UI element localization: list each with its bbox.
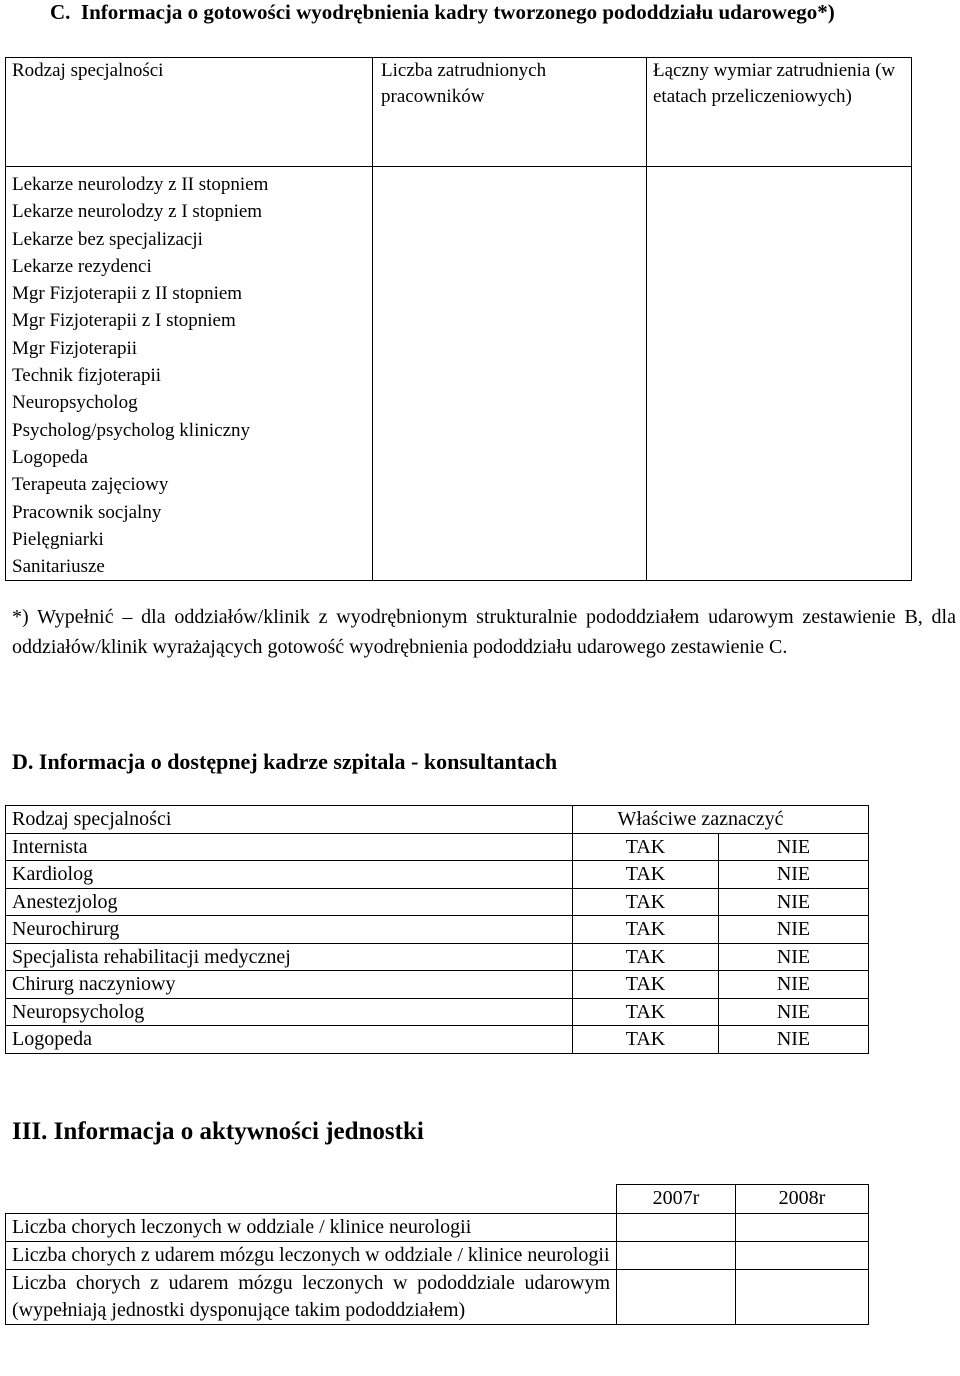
no-option[interactable]: NIE <box>719 833 869 861</box>
row-label: Specjalista rehabilitacji medycznej <box>6 943 573 971</box>
list-item: Technik fizjoterapii <box>12 365 162 387</box>
list-item: Mgr Fizjoterapii z II stopniem <box>12 283 243 305</box>
table-row <box>6 998 869 1026</box>
consultants-table <box>5 805 869 1054</box>
header-empty <box>6 1185 617 1214</box>
specialty-list <box>6 167 373 581</box>
table-row <box>6 833 869 861</box>
header-mark: Właściwe zaznaczyć <box>573 806 869 834</box>
table-row <box>6 1270 869 1325</box>
value-cell-2007[interactable] <box>617 1270 736 1325</box>
yes-option[interactable]: TAK <box>573 1026 719 1054</box>
value-cell-2008[interactable] <box>736 1242 869 1270</box>
row-label: Chirurg naczyniowy <box>6 971 573 999</box>
row-label: Logopeda <box>6 1026 573 1054</box>
employees-input-cell[interactable] <box>373 167 647 581</box>
list-item: Logopeda <box>12 446 88 468</box>
yes-option[interactable]: TAK <box>573 861 719 889</box>
table-row <box>6 1214 869 1242</box>
list-item: Lekarze bez specjalizacji <box>12 228 203 250</box>
section-iii-title: III. Informacja o aktywności jednostki <box>12 1118 424 1145</box>
header-year-2007: 2007r <box>617 1185 736 1214</box>
table-row <box>6 888 869 916</box>
list-item: Psycholog/psycholog kliniczny <box>12 419 251 441</box>
row-label: Neuropsycholog <box>6 998 573 1026</box>
row-label: Kardiolog <box>6 861 573 889</box>
row-label: Liczba chorych leczonych w oddziale / klinice neurologii <box>6 1214 617 1242</box>
yes-option[interactable]: TAK <box>573 998 719 1026</box>
no-option[interactable]: NIE <box>719 1026 869 1054</box>
table-row <box>6 916 869 944</box>
row-label: Liczba chorych z udarem mózgu leczonych w oddziale / klinice neurologii <box>6 1242 617 1270</box>
row-label: Neurochirurg <box>6 916 573 944</box>
staff-readiness-table <box>5 57 912 581</box>
activity-table <box>5 1184 869 1325</box>
fte-input-cell[interactable] <box>647 167 912 581</box>
section-c-title: C. Informacja o gotowości wyodrębnienia kadry tworzonego pododdziału udarowego*) <box>50 0 835 24</box>
list-item: Sanitariusze <box>12 556 105 578</box>
value-cell-2008[interactable] <box>736 1270 869 1325</box>
list-item: Lekarze neurolodzy z II stopniem <box>12 174 269 195</box>
footnote: *) Wypełnić – dla oddziałów/klinik z wyodrębnionym strukturalnie pododdziałem udarowym zestawienie B, dla oddziałów/klinik wyrażających gotowość wyodrębnienia pododdziału udarowego zestawienie C. <box>12 606 956 658</box>
no-option[interactable]: NIE <box>719 971 869 999</box>
section-d-title: D. Informacja o dostępnej kadrze szpitala - konsultantach <box>12 749 558 774</box>
value-cell-2007[interactable] <box>617 1214 736 1242</box>
table-row <box>6 861 869 889</box>
yes-option[interactable]: TAK <box>573 971 719 999</box>
table-header-row <box>6 806 869 834</box>
no-option[interactable]: NIE <box>719 888 869 916</box>
no-option[interactable]: NIE <box>719 943 869 971</box>
value-cell-2008[interactable] <box>736 1214 869 1242</box>
table-row <box>6 1242 869 1270</box>
table-header-row <box>6 58 912 167</box>
yes-option[interactable]: TAK <box>573 833 719 861</box>
table-header-row <box>6 1185 869 1214</box>
yes-option[interactable]: TAK <box>573 916 719 944</box>
value-cell-2007[interactable] <box>617 1242 736 1270</box>
table-row <box>6 971 869 999</box>
header-year-2008: 2008r <box>736 1185 869 1214</box>
yes-option[interactable]: TAK <box>573 943 719 971</box>
list-item: Lekarze neurolodzy z I stopniem <box>12 201 263 223</box>
header-specialty: Rodzaj specjalności <box>6 58 373 167</box>
list-item: Pielęgniarki <box>12 528 104 550</box>
list-item: Mgr Fizjoterapii <box>12 337 138 359</box>
row-label: Liczba chorych z udarem mózgu leczonych w pododdziale udarowym (wypełniają jednostki dysponujące takim pododdziałem) <box>6 1270 617 1325</box>
no-option[interactable]: NIE <box>719 861 869 889</box>
table-row <box>6 1026 869 1054</box>
row-label: Anestezjolog <box>6 888 573 916</box>
table-body-row <box>6 167 912 581</box>
list-item: Lekarze rezydenci <box>12 255 152 277</box>
header-fte: Łączny wymiar zatrudnienia (w etatach przeliczeniowych) <box>647 58 912 167</box>
no-option[interactable]: NIE <box>719 998 869 1026</box>
row-label: Internista <box>6 833 573 861</box>
no-option[interactable]: NIE <box>719 916 869 944</box>
list-item: Neuropsycholog <box>12 392 138 414</box>
yes-option[interactable]: TAK <box>573 888 719 916</box>
header-specialty: Rodzaj specjalności <box>6 806 573 834</box>
header-employees: Liczba zatrudnionych pracowników <box>373 58 647 167</box>
list-item: Mgr Fizjoterapii z I stopniem <box>12 310 236 332</box>
list-item: Pracownik socjalny <box>12 501 162 523</box>
list-item: Terapeuta zajęciowy <box>12 474 169 496</box>
table-row <box>6 943 869 971</box>
